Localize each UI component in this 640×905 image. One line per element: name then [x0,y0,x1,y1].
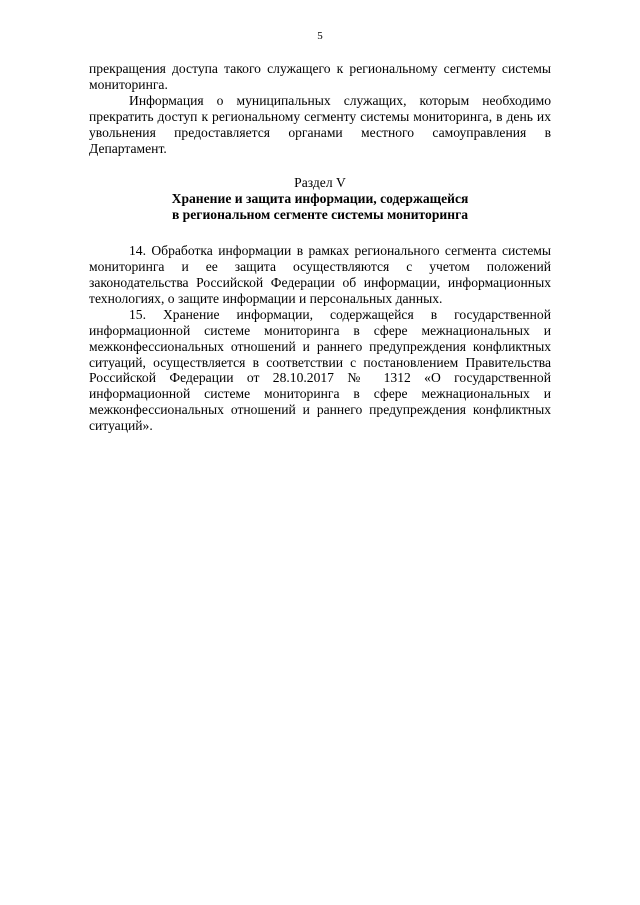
section-title-line-1: Хранение и защита информации, содержащейся [171,191,469,207]
section-heading [89,175,551,223]
paragraph-item-14: 14. Обработка информации в рамках регионального сегмента системы мониторинга и ее защита осуществляются с учетом положений законодательства Российской Федерации об информации, информационных технологиях, о защите информации и персональных данных. [89,243,551,306]
paragraph-municipal-employees: Информация о муниципальных служащих, которым необходимо прекратить доступ к региональному сегменту системы мониторинга, в день их увольнения предоставляется органами местного самоуправления в Департамент. [89,92,551,156]
section-label: Раздел V [294,175,346,191]
paragraph-item-15: 15. Хранение информации, содержащейся в государственной информационной системе мониторинга в сфере межнациональных и межконфессиональных отношений и раннего предупреждения конфликтных ситуаций, осуществляется в соответствии с постановлением Правительства Российской Федерации от 28.10.2017 № 1312 «О государственной информационной системе мониторинга в сфере межнациональных и межконфессиональных отношений и раннего предупреждения конфликтных ситуаций». [89,306,551,434]
document-body [89,61,551,434]
page-number: 5 [317,30,323,42]
paragraph-continuation: прекращения доступа такого служащего к региональному сегменту системы мониторинга. [89,61,551,92]
section-title-line-2: в региональном сегменте системы мониторинга [171,207,469,223]
